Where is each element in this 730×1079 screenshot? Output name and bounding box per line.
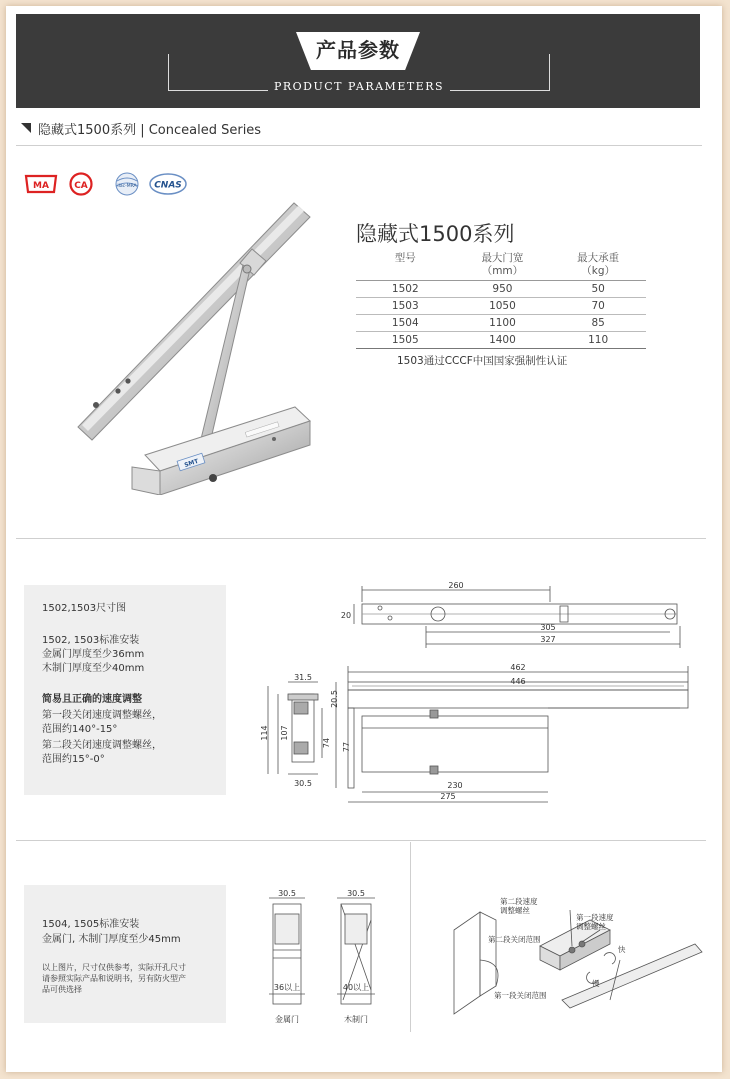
disclaimer-line: 请参照实际产品和说明书，另有防火型产 [42,974,186,983]
series-heading-text: 隐藏式1500系列 | Concealed Series [38,123,262,138]
speed-line: 第二段关闭速度调整螺丝， [42,740,162,751]
adjust-label: 第二段速度调整螺丝 [500,897,538,915]
svg-text:114: 114 [260,725,269,741]
table-row [356,332,646,349]
svg-text:CNAS: CNAS [154,180,182,191]
install-text-panel [24,885,226,1023]
svg-text:446: 446 [510,677,526,686]
adjust-label: 慢 [592,979,600,988]
door-closer-product-image [60,195,320,495]
header-max-load: 最大承重 （kg） [550,250,646,281]
section1-title: 1502,1503尺寸图 [42,603,127,614]
table-cell: 1050 [455,298,551,315]
svg-text:260: 260 [448,581,464,590]
banner-title-en: PRODUCT PARAMETERS [168,80,550,93]
svg-text:20.5: 20.5 [330,690,339,708]
dimension-drawing [250,578,710,808]
disclaimer-line: 品可供选择 [42,985,82,994]
svg-text:ilac-MRA: ilac-MRA [117,184,137,189]
svg-text:275: 275 [440,792,456,801]
section-banner [16,14,700,108]
svg-text:230: 230 [447,781,463,790]
svg-text:40以上: 40以上 [342,983,370,992]
divider [16,840,706,841]
table-row [356,315,646,332]
series-heading [16,115,702,146]
vertical-divider [410,842,411,1032]
cnas-logo-icon [148,172,188,196]
svg-text:木制门: 木制门 [344,1015,368,1024]
divider [16,538,706,539]
svg-text:SMT: SMT [183,457,200,469]
svg-text:31.5: 31.5 [294,673,312,682]
svg-text:305: 305 [540,623,556,632]
svg-text:107: 107 [280,725,289,741]
svg-text:327: 327 [540,635,556,644]
table-cell: 85 [550,315,646,332]
section2-line: 金属门, 木制门厚度至少45mm [42,934,181,945]
speed-line: 范围约15°-0° [42,754,105,765]
table-cell: 1502 [356,281,455,298]
banner-title-cn: 产品参数 [316,38,400,62]
svg-text:36以上: 36以上 [273,983,301,992]
install-line: 金属门厚度至少36mm [42,649,145,660]
speed-line: 范围约140°-15° [42,724,118,735]
certification-note: 1503通过CCCF中国国家强制性认证 [397,355,568,367]
table-cell: 50 [550,281,646,298]
heading-marker-icon [21,123,31,133]
door-thickness-figures [255,890,400,1030]
ma-logo-icon [24,172,58,196]
table-cell: 70 [550,298,646,315]
svg-text:30.5: 30.5 [278,890,296,898]
svg-text:金属门: 金属门 [275,1015,299,1024]
ilac-mra-logo-icon [110,172,144,196]
svg-text:30.5: 30.5 [294,779,312,788]
section1-install-title: 1502, 1503标准安装 [42,635,140,646]
svg-text:462: 462 [510,663,526,672]
table-cell: 1504 [356,315,455,332]
header-max-width: 最大门宽 （mm） [455,250,551,281]
svg-text:20: 20 [340,611,352,620]
disclaimer-line: 以上图片，尺寸仅供参考，实际开孔尺寸 [42,963,186,972]
section2-title: 1504, 1505标准安装 [42,919,140,930]
speed-line: 第一段关闭速度调整螺丝， [42,710,162,721]
svg-text:74: 74 [322,737,331,749]
spec-table [356,250,646,349]
svg-text:77: 77 [342,741,351,753]
adjust-label: 第一段关闭范围 [494,991,547,1000]
install-line: 木制门厚度至少40mm [42,663,145,674]
table-cell: 1503 [356,298,455,315]
table-row [356,281,646,298]
adjust-label: 第二段关闭范围 [488,935,541,944]
svg-text:30.5: 30.5 [347,890,365,898]
table-cell: 110 [550,332,646,349]
svg-text:MA: MA [33,181,49,191]
table-cell: 950 [455,281,551,298]
speed-adjustment-diagram [440,890,710,1030]
ca-logo-icon [64,172,98,196]
table-cell: 1505 [356,332,455,349]
svg-text:CA: CA [74,181,88,191]
table-cell: 1400 [455,332,551,349]
product-title: 隐藏式1500系列 [356,222,515,246]
header-model: 型号 [356,250,455,281]
adjust-label: 快 [618,945,626,954]
spec-table-header [356,250,646,281]
adjust-label: 第一段速度调整螺丝 [576,913,614,931]
speed-title: 简易且正确的速度调整 [42,694,142,705]
table-row [356,298,646,315]
table-cell: 1100 [455,315,551,332]
